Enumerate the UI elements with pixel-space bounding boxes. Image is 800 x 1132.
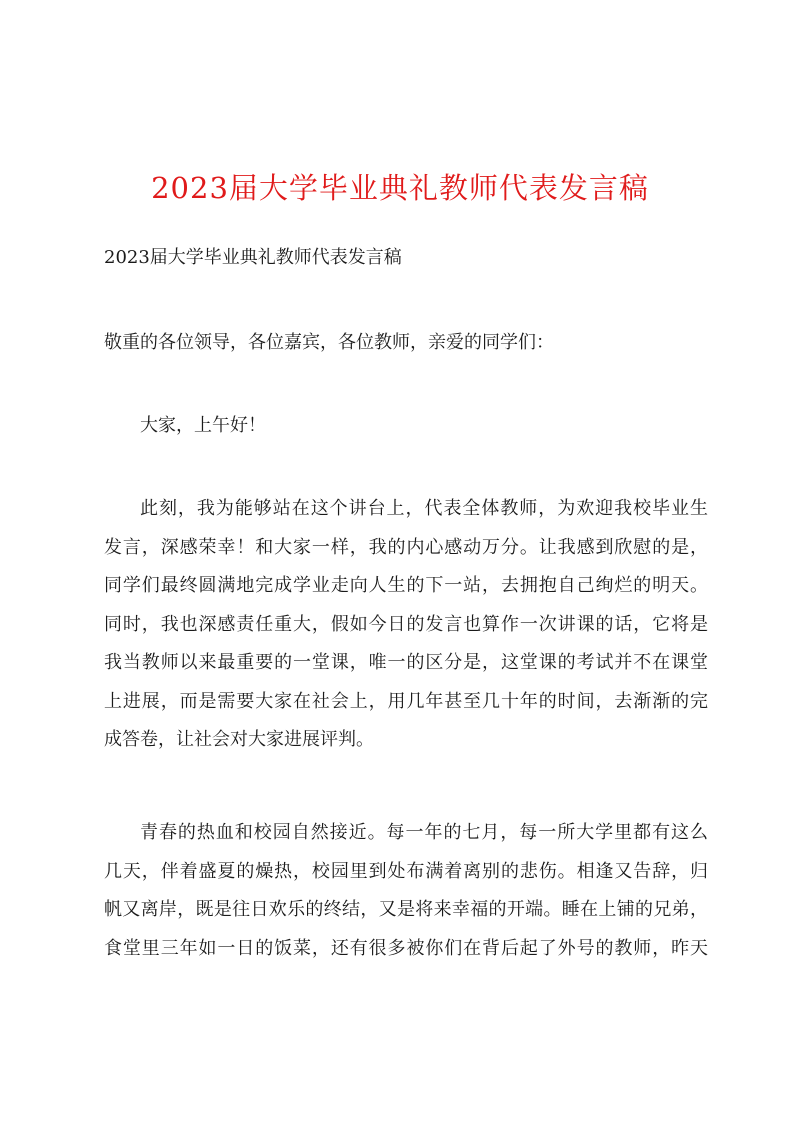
paragraph-line: 成答卷，让社会对大家进展评判。 bbox=[104, 729, 374, 750]
paragraph-line: 我当教师以来最重要的一堂课，唯一的区分是，这堂课的考试并不在课堂 bbox=[104, 652, 708, 673]
paragraph-line: 青春的热血和校园自然接近。每一年的七月，每一所大学里都有这么 bbox=[140, 822, 708, 843]
salutation: 敬重的各位领导，各位嘉宾，各位教师，亲爱的同学们： bbox=[104, 332, 554, 353]
paragraph-line: 发言，深感荣幸！和大家一样，我的内心感动万分。让我感到欣慰的是， bbox=[104, 536, 708, 558]
paragraph-line: 同时，我也深感责任重大，假如今日的发言也算作一次讲课的话，它将是 bbox=[104, 613, 708, 635]
document-title: 2023届大学毕业典礼教师代表发言稿 bbox=[151, 171, 649, 205]
paragraph-line: 帆又离岸，既是往日欢乐的终结，又是将来幸福的开端。睡在上铺的兄弟， bbox=[104, 899, 708, 920]
paragraph-line: 此刻，我为能够站在这个讲台上，代表全体教师，为欢迎我校毕业生 bbox=[140, 498, 708, 519]
paragraph-1 bbox=[104, 495, 708, 765]
paragraph-line: 同学们最终圆满地完成学业走向人生的下一站，去拥抱自己绚烂的明天。 bbox=[104, 575, 708, 596]
paragraph-line: 上进展，而是需要大家在社会上，用几年甚至几十年的时间，去渐渐的完 bbox=[104, 690, 708, 712]
paragraph-line: 几天，伴着盛夏的燥热，校园里到处布满着离别的悲伤。相逢又告辞，归 bbox=[104, 860, 708, 882]
document-subtitle: 2023届大学毕业典礼教师代表发言稿 bbox=[104, 247, 402, 268]
paragraph-2 bbox=[104, 819, 708, 973]
paragraph-line: 食堂里三年如一日的饭菜，还有很多被你们在背后起了外号的教师，昨天 bbox=[104, 937, 708, 959]
greeting: 大家，上午好！ bbox=[140, 415, 266, 436]
